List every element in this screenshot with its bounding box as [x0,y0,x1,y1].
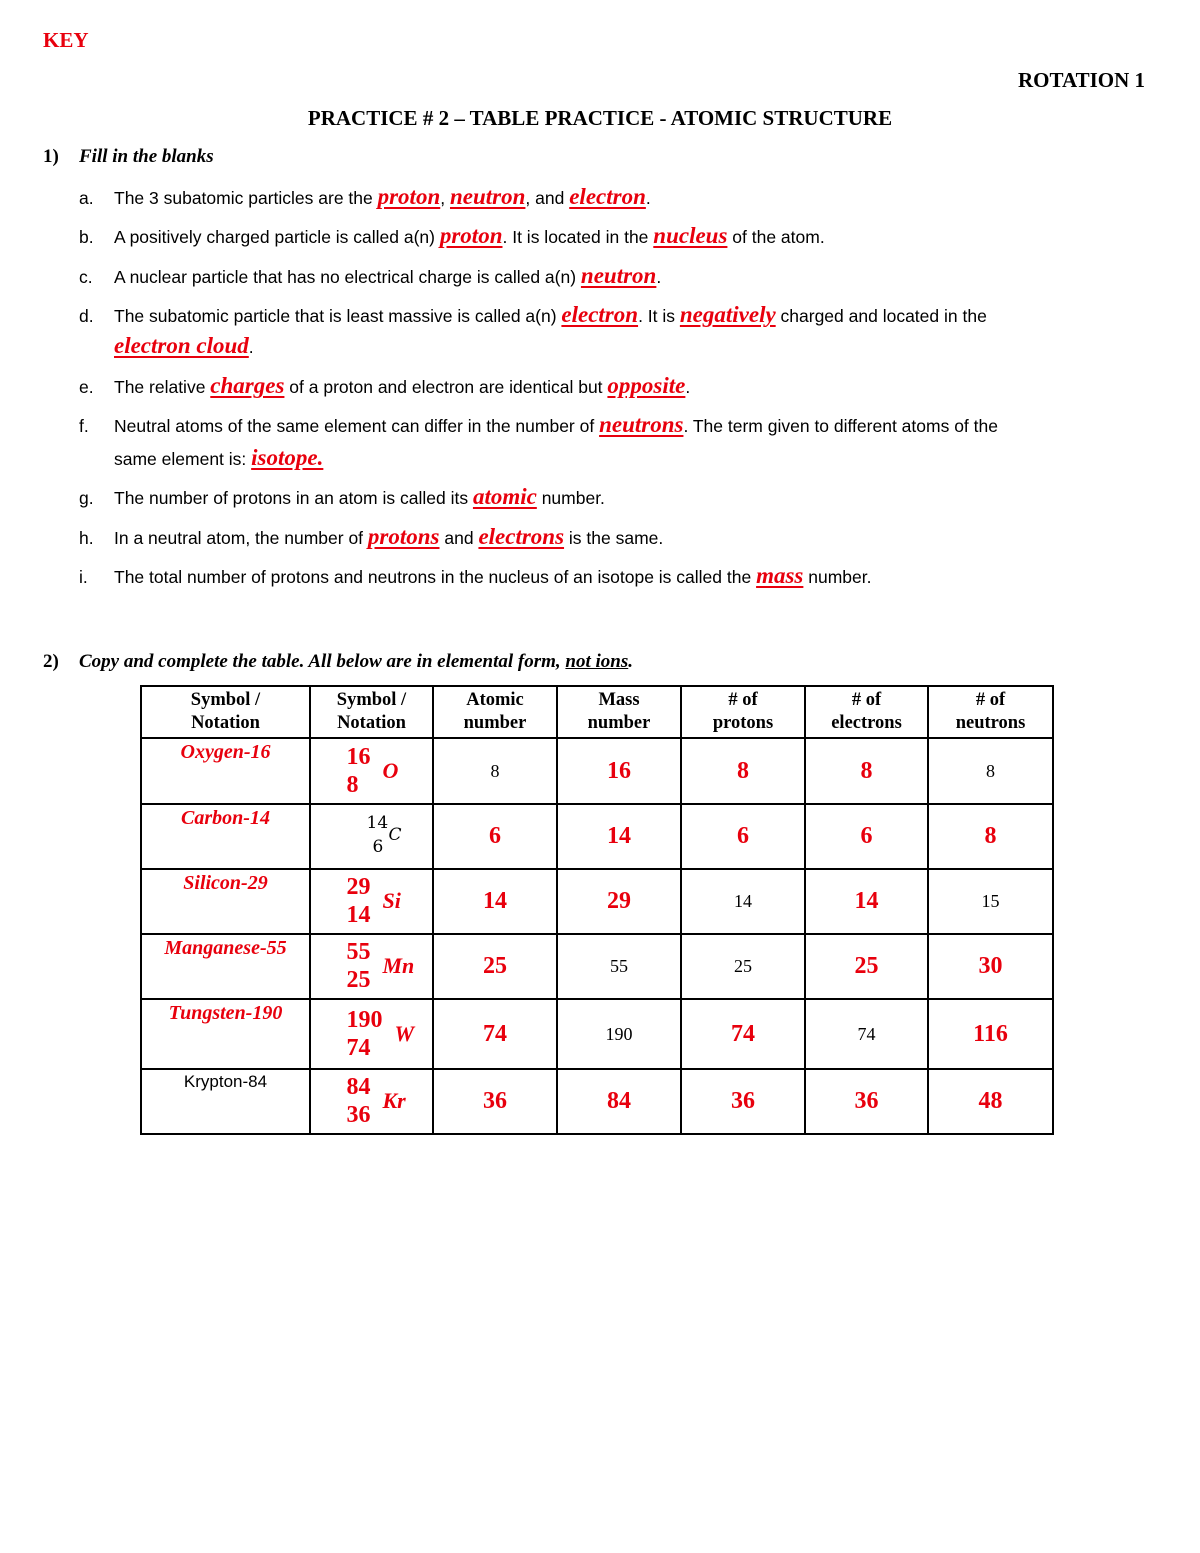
nuclide-notation [327,1003,417,1061]
nuclide-notation-cell [310,1069,433,1134]
answer: negatively [679,302,776,327]
column-header [141,686,310,738]
answer: neutrons [599,412,684,437]
atomic-number-subscript: 74 [346,1034,371,1061]
electrons-cell [805,738,928,804]
table-row [141,1069,1053,1134]
item-text: . [248,337,254,357]
atomic-cell [433,999,557,1069]
answer: electrons [478,524,565,549]
blank-item-f-continued [114,445,323,471]
column-header-line: electrons [831,713,902,733]
table-body [141,738,1053,1134]
answer: opposite [607,373,686,398]
column-header-line: Symbol / [336,690,407,710]
electrons-cell [805,1069,928,1134]
blank-item-i [79,563,871,589]
answer: charges [210,373,285,398]
electrons-cell [805,804,928,869]
atomic-value: 8 [490,760,500,781]
item-text: of a proton and electron are identical but [284,377,608,397]
neutrons-value: 48 [978,1088,1003,1114]
atomic-value: 36 [483,1088,507,1114]
atomic-cell [433,869,557,934]
item-text: Neutral atoms of the same element can differ in the number of [114,416,600,436]
blank-item-h [79,524,663,550]
blank-item-d-continued [114,333,254,359]
answer: nucleus [653,223,728,248]
item-letter: a. [79,188,94,208]
atomic-number-subscript: 36 [346,1102,371,1128]
table-header-row [141,686,1053,738]
blank-item-c [79,263,661,289]
nuclide-notation-cell [310,804,433,869]
neutrons-value: 8 [984,823,997,849]
electrons-cell [805,999,928,1069]
protons-value: 8 [737,757,749,784]
mass-number-superscript: 29 [346,874,371,900]
protons-value: 25 [734,956,752,976]
section-2-title-underlined: not ions [565,651,629,672]
electrons-cell [805,934,928,999]
element-symbol: Mn [382,953,415,978]
neutrons-cell [928,738,1053,804]
blank-item-b [79,223,825,249]
isotope-name-cell [141,934,310,999]
item-text: number. [803,567,872,587]
item-letter: f. [79,416,89,436]
item-text: A positively charged particle is called a(n) [114,227,440,247]
column-header-line: Notation [191,713,260,733]
item-text: . [645,188,651,208]
isotope-name: Carbon-14 [181,807,270,829]
isotope-name-cell [141,804,310,869]
atomic-number-subscript: 8 [346,771,359,798]
nuclide-notation-cell [310,869,433,934]
answer: mass [756,563,804,588]
column-header-line: neutrons [955,713,1026,733]
mass-value: 14 [607,823,631,849]
column-header-line: # of [851,690,882,710]
blank-item-f [79,412,998,438]
answer: neutron [580,263,657,288]
mass-value: 29 [607,888,631,914]
item-text: and [439,528,479,548]
item-text: . It is located in the [502,227,654,247]
table-row [141,869,1053,934]
answer: electron [569,184,646,209]
nuclide-notation [327,1070,417,1128]
nuclide-notation-cell [310,934,433,999]
protons-cell [681,738,805,804]
nuclide-notation [327,740,417,798]
protons-cell [681,934,805,999]
isotope-name: Oxygen-16 [180,741,271,763]
column-header-line: number [463,713,527,733]
atomic-cell [433,738,557,804]
neutrons-value: 15 [981,891,1000,911]
item-text: The relative [114,377,211,397]
item-text: of the atom. [727,227,825,247]
column-header [681,686,805,738]
atomic-cell [433,804,557,869]
isotope-name: Tungsten-190 [168,1002,283,1024]
nuclide-notation [327,805,417,863]
atomic-value: 14 [483,888,507,914]
item-text: The 3 subatomic particles are the [114,188,378,208]
isotope-name-cell [141,999,310,1069]
item-letter: i. [79,567,88,587]
mass-cell [557,738,681,804]
key-label: KEY [43,28,89,52]
protons-value: 14 [734,891,752,911]
blank-item-g [79,484,605,510]
item-text: , [440,188,450,208]
neutrons-cell [928,869,1053,934]
atomic-number-subscript: 25 [346,967,371,993]
column-header [433,686,557,738]
atomic-number-subscript: 6 [372,837,384,857]
neutrons-cell [928,999,1053,1069]
item-letter: d. [79,306,94,326]
item-text: . [656,267,662,287]
neutrons-value: 8 [986,760,995,781]
atomic-cell [433,934,557,999]
protons-cell [681,804,805,869]
nuclide-notation-cell [310,999,433,1069]
atomic-value: 25 [483,953,507,979]
protons-cell [681,869,805,934]
isotope-name: Silicon-29 [183,872,268,894]
section-2-title-end: . [628,651,633,672]
item-letter: e. [79,377,94,397]
blank-item-d [79,302,987,328]
mass-value: 190 [605,1023,633,1044]
electrons-value: 25 [854,953,879,979]
isotope-name-cell [141,869,310,934]
mass-number-superscript: 84 [346,1074,371,1100]
table-row [141,804,1053,869]
answer: atomic [472,484,537,509]
isotope-name: Krypton-84 [183,1072,268,1091]
neutrons-cell [928,934,1053,999]
neutrons-cell [928,1069,1053,1134]
item-text: . [685,377,691,397]
column-header [928,686,1053,738]
page-title: PRACTICE # 2 – TABLE PRACTICE - ATOMIC STRUCTURE [307,106,893,130]
item-text: . It is [638,306,680,326]
protons-cell [681,999,805,1069]
column-header-line: Symbol / [190,690,261,710]
element-symbol: Si [382,888,401,913]
column-header-line: Atomic [466,690,524,710]
mass-cell [557,934,681,999]
isotope-name-cell [141,738,310,804]
answer: electron cloud [114,333,249,358]
isotope-name-cell [141,1069,310,1134]
column-header-line: Notation [337,713,406,733]
element-symbol: C [388,825,402,845]
electrons-value: 36 [854,1088,879,1114]
section-2-number: 2) [43,651,59,672]
atomic-structure-table [140,685,1054,1135]
section-1-number: 1) [43,146,59,167]
item-text: number. [536,488,605,508]
section-1-title: Fill in the blanks [79,146,214,167]
table-row [141,934,1053,999]
mass-number-superscript: 16 [346,743,371,770]
answer: electron [561,302,639,327]
item-text: The subatomic particle that is least massive is called a(n) [114,306,562,326]
mass-value: 16 [607,757,631,784]
mass-number-superscript: 190 [346,1006,383,1033]
section-1-heading [43,146,214,168]
answer: proton [377,184,441,209]
isotope-name: Manganese-55 [164,937,287,959]
answer: proton [439,223,503,248]
column-header [310,686,433,738]
item-text: The total number of protons and neutrons in the nucleus of an isotope is called the [114,567,757,587]
item-letter: h. [79,528,94,548]
mass-value: 84 [607,1088,631,1114]
item-text: The number of protons in an atom is called its [114,488,473,508]
nuclide-notation-cell [310,738,433,804]
mass-cell [557,999,681,1069]
column-header-line: # of [975,690,1006,710]
electrons-value: 6 [860,823,873,849]
column-header [557,686,681,738]
protons-value: 74 [731,1020,755,1047]
atomic-value: 6 [489,823,501,849]
nuclide-notation [327,870,417,928]
item-text: . The term given to different atoms of the [683,416,998,436]
item-text: A nuclear particle that has no electrical charge is called a(n) [114,267,581,287]
mass-cell [557,1069,681,1134]
column-header [805,686,928,738]
item-text: charged and located in the [775,306,987,326]
mass-cell [557,804,681,869]
table-row [141,999,1053,1069]
electrons-value: 14 [854,888,879,914]
blank-item-a [79,184,651,210]
column-header-line: # of [728,690,758,710]
mass-number-superscript: 55 [346,939,371,965]
electrons-cell [805,869,928,934]
item-text: , and [525,188,570,208]
atomic-cell [433,1069,557,1134]
item-letter: b. [79,227,94,247]
answer: neutron [449,184,526,209]
protons-cell [681,1069,805,1134]
protons-value: 36 [731,1088,755,1114]
protons-value: 6 [737,823,749,849]
answer: protons [367,524,440,549]
electrons-value: 74 [857,1023,876,1044]
mass-number-superscript: 14 [366,813,389,833]
element-symbol: O [382,757,399,783]
column-header-line: Mass [598,690,640,710]
neutrons-value: 30 [978,953,1003,979]
atomic-value: 74 [483,1020,507,1047]
item-letter: c. [79,267,93,287]
neutrons-value: 116 [973,1020,1008,1047]
item-letter: g. [79,488,94,508]
item-text: In a neutral atom, the number of [114,528,368,548]
element-symbol: Kr [382,1088,406,1113]
neutrons-cell [928,804,1053,869]
column-header-line: number [587,713,651,733]
mass-value: 55 [610,956,628,976]
section-2-title: Copy and complete the table. All below are in elemental form, [79,651,566,672]
nuclide-notation [327,935,417,993]
atomic-number-subscript: 14 [346,902,371,928]
item-text: is the same. [564,528,664,548]
blank-item-e [79,373,690,399]
element-symbol: W [394,1020,415,1046]
column-header-line: protons [712,713,774,733]
section-2-heading [43,651,633,673]
rotation-label: ROTATION 1 [1018,68,1145,92]
table-row [141,738,1053,804]
mass-cell [557,869,681,934]
electrons-value: 8 [860,757,873,784]
item-text: same element is: [114,449,252,469]
answer: isotope. [251,445,324,470]
